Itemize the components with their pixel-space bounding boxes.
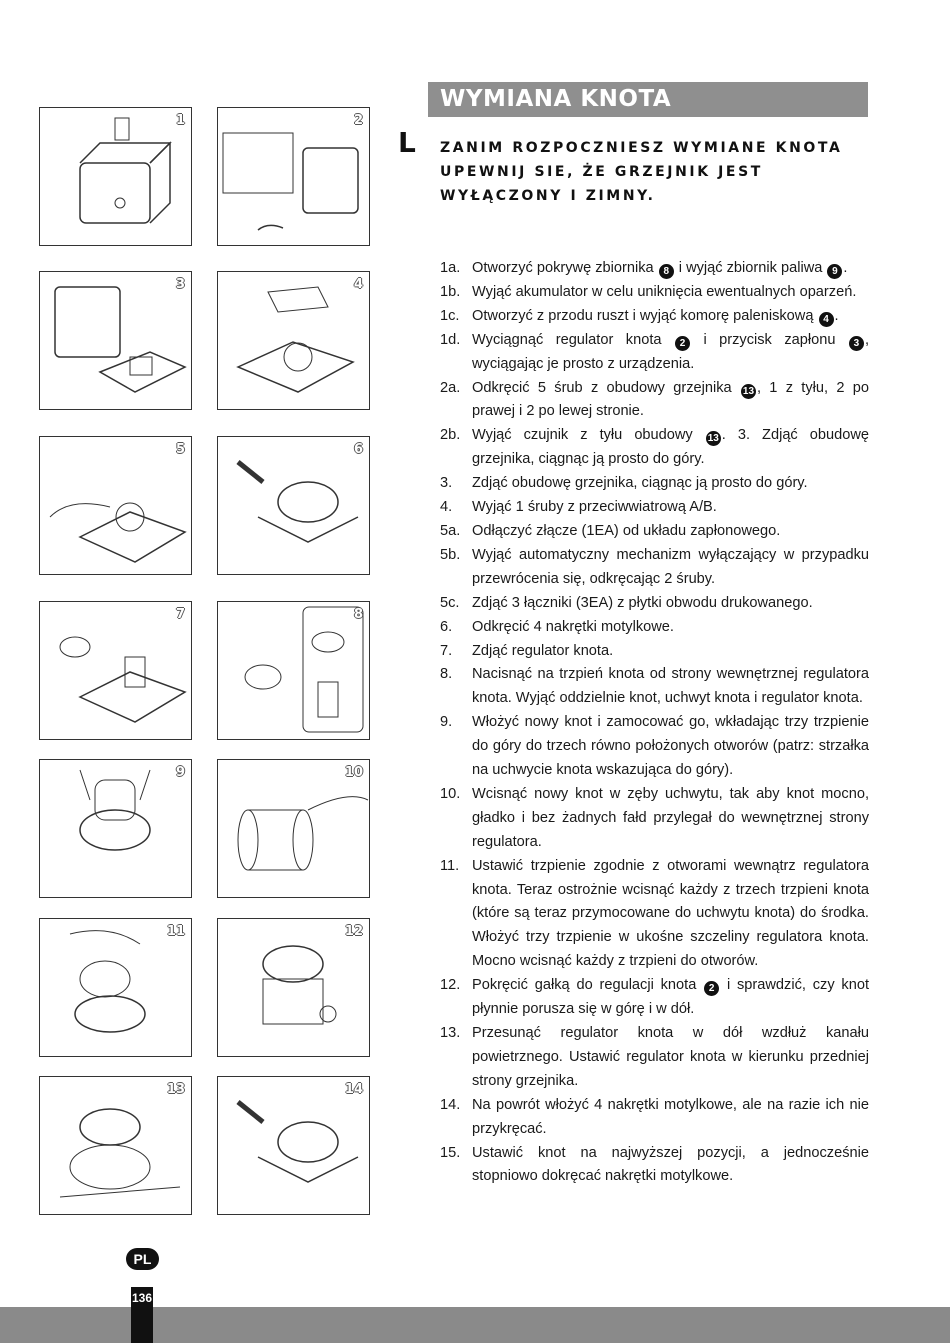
base-cover-illustration xyxy=(218,272,370,410)
step-item xyxy=(440,592,869,616)
regulator-parts-illustration xyxy=(218,602,370,740)
step-text: Otworzyć z przodu ruszt i wyjąć komorę paleniskową 4 . xyxy=(472,307,839,325)
step-number: 3. xyxy=(440,475,453,492)
step-text: Wyjąć akumulator w celu uniknięcia ewentualnych oparzeń. xyxy=(472,283,857,300)
part-reference-badge: 13 xyxy=(707,433,719,445)
hands-wick-illustration xyxy=(40,760,192,898)
step-number: 15. xyxy=(440,1144,461,1161)
step-item xyxy=(440,1094,869,1142)
panel-number: 10 xyxy=(344,765,363,780)
burner-arrow-illustration xyxy=(218,1077,370,1215)
panel-number: 4 xyxy=(353,277,363,292)
heater-illustration xyxy=(40,108,192,246)
step-text: Odłączyć złącze (1EA) od układu zapłonowego. xyxy=(472,522,781,539)
step-item xyxy=(440,616,869,640)
step-number: 1d. xyxy=(440,331,461,348)
step-number: 7. xyxy=(440,642,453,659)
hand-press-illustration xyxy=(40,919,192,1057)
step-item xyxy=(440,377,869,425)
warning-line: UPEWNIJ SIE, ŻE GRZEJNIK JEST xyxy=(440,164,763,180)
step-item xyxy=(440,472,869,496)
step-text: Zdjąć obudowę grzejnika, ciągnąc ją prosto do góry. xyxy=(472,475,808,492)
step-item xyxy=(440,783,869,855)
burner-arrow-illustration xyxy=(218,437,370,575)
step-item xyxy=(440,520,869,544)
panel-number: 3 xyxy=(175,277,185,292)
warning-marker: L xyxy=(398,126,416,159)
illustration-panel xyxy=(217,271,370,410)
step-text: Nacisnąć na trzpień knota od strony wewnętrznej regulatora knota. Wyjąć oddzielnie knot, uchwyt knota i regulator knota. xyxy=(472,666,869,707)
step-item xyxy=(440,281,869,305)
base-cable-illustration xyxy=(40,437,192,575)
part-reference-badge: 4 xyxy=(819,312,834,327)
step-item xyxy=(440,305,869,329)
step-number: 4. xyxy=(440,499,453,516)
step-number: 5c. xyxy=(440,594,460,611)
language-badge: PL xyxy=(126,1248,159,1270)
step-item xyxy=(440,663,869,711)
illustration-panel xyxy=(39,1076,192,1215)
step-text: Ustawić knot na najwyższej pozycji, a jednocześnie stopniowo dokręcać nakrętki motylkowe. xyxy=(472,1144,869,1185)
panel-number: 5 xyxy=(175,442,185,457)
step-number: 13. xyxy=(440,1025,461,1041)
step-item xyxy=(440,544,869,592)
section-title: WYMIANA KNOTA xyxy=(428,82,868,117)
step-text: Ustawić trzpienie zgodnie z otworami wewnątrz regulatora knota. Teraz ostrożnie wcisnąć każdy z trzech trzpieni knota (które są teraz przymocowane do uchwytu knota) do środka. Włożyć trzy trzpienie w ukośne szczeliny regulatora knota. Mocno wcisnąć każdy z trzpieni do otworów. xyxy=(472,857,869,970)
step-number: 5b. xyxy=(440,546,461,563)
step-number: 11. xyxy=(440,857,460,874)
panel-number: 14 xyxy=(344,1082,363,1097)
step-item xyxy=(440,974,869,1022)
step-number: 2a. xyxy=(440,379,461,396)
step-number: 5a. xyxy=(440,522,461,539)
step-item xyxy=(440,1142,869,1190)
part-reference-badge: 8 xyxy=(659,264,674,279)
part-reference-badge: 2 xyxy=(675,336,690,351)
part-reference-badge: 3 xyxy=(849,336,864,351)
warning-line: ZANIM ROZPOCZNIESZ WYMIANE KNOTA xyxy=(440,140,843,156)
step-item xyxy=(440,640,869,664)
assembly-illustration xyxy=(40,1077,192,1215)
illustration-panel xyxy=(39,436,192,575)
step-text: Otworzyć pokrywę zbiornika 8 i wyjąć zbiornik paliwa 9 . xyxy=(472,260,848,277)
illustration-panel xyxy=(217,918,370,1057)
illustration-panel xyxy=(39,107,192,246)
step-number: 6. xyxy=(440,618,453,635)
step-text: Odkręcić 5 śrub z obudowy grzejnika 13 , 1 z tyłu, 2 po prawej i 2 po lewej stronie. xyxy=(472,379,869,420)
step-item xyxy=(440,424,869,472)
step-text: Zdjąć regulator knota. xyxy=(472,642,614,659)
illustration-panel xyxy=(39,918,192,1057)
step-number: 2b. xyxy=(440,427,461,444)
heater-hand-illustration xyxy=(218,108,370,246)
panel-number: 1 xyxy=(175,113,185,128)
part-reference-badge: 13 xyxy=(742,385,755,397)
illustration-panel xyxy=(39,601,192,740)
step-text: Przesunąć regulator knota w dół wzdłuż kanału powietrznego. Ustawić regulator knota w kierunku przedniej strony grzejnika. xyxy=(472,1025,869,1089)
step-text: Wcisnąć nowy knot w zęby uchwytu, tak aby knot mocno, gładko i bez żadnych fałd przylegał do wewnętrznej strony regulatora. xyxy=(472,785,869,850)
instruction-steps xyxy=(440,257,869,1189)
step-item xyxy=(440,257,869,281)
step-number: 9. xyxy=(440,714,453,731)
panel-number: 7 xyxy=(175,607,185,622)
step-number: 12. xyxy=(440,977,461,994)
step-text: Włożyć nowy knot i zamocować go, wkładając trzy trzpienie do góry do trzech równo położonych otworów (patrz: strzałka na uchwycie knota wskazująca do góry). xyxy=(472,714,869,779)
step-number: 1c. xyxy=(440,307,460,324)
illustration-panel xyxy=(217,601,370,740)
illustration-panel xyxy=(217,436,370,575)
panel-number: 13 xyxy=(166,1082,185,1097)
step-text: Wyjąć automatyczny mechanizm wyłączający w przypadku przewrócenia się, odkręcając 2 śruby. xyxy=(472,546,869,587)
step-text: Wyjąć czujnik z tyłu obudowy 13 . 3. Zdjąć obudowę grzejnika, ciągnąc ją prosto do góry. xyxy=(472,427,869,468)
base-parts-illustration xyxy=(40,602,192,740)
panel-number: 11 xyxy=(166,924,185,939)
page-number: 136 xyxy=(131,1291,153,1305)
illustration-panel xyxy=(39,271,192,410)
heater-base-illustration xyxy=(40,272,192,410)
illustration-panel xyxy=(217,1076,370,1215)
regulator-illustration xyxy=(218,919,370,1057)
step-item xyxy=(440,496,869,520)
warning-line: WYŁĄCZONY I ZIMNY. xyxy=(440,188,656,204)
step-item xyxy=(440,1022,869,1094)
step-text: Wyciągnąć regulator knota 2 i przycisk zapłonu 3 , wyciągając je prosto z urządzenia. xyxy=(472,331,869,372)
step-text: Odkręcić 4 nakrętki motylkowe. xyxy=(472,618,674,635)
step-item xyxy=(440,855,869,975)
step-number: 10. xyxy=(440,785,461,802)
wick-roll-illustration xyxy=(218,760,370,898)
step-number: 1b. xyxy=(440,283,461,300)
panel-number: 9 xyxy=(175,765,185,780)
panel-number: 8 xyxy=(353,607,363,622)
panel-number: 12 xyxy=(344,924,363,939)
step-text: Zdjąć 3 łączniki (3EA) z płytki obwodu drukowanego. xyxy=(472,594,813,611)
part-reference-badge: 9 xyxy=(827,264,842,279)
step-text: Pokręcić gałką do regulacji knota 2 i sprawdzić, czy knot płynnie porusza się w górę i w dół. xyxy=(472,977,869,1018)
illustration-panel xyxy=(217,107,370,246)
step-number: 1a. xyxy=(440,260,461,276)
warning-block xyxy=(440,136,860,208)
step-number: 8. xyxy=(440,666,453,683)
step-item xyxy=(440,711,869,783)
step-text: Na powrót włożyć 4 nakrętki motylkowe, ale na razie ich nie przykręcać. xyxy=(472,1096,869,1137)
panel-number: 2 xyxy=(353,113,363,128)
part-reference-badge: 2 xyxy=(704,981,719,996)
step-item xyxy=(440,329,869,377)
panel-number: 6 xyxy=(353,442,363,457)
step-number: 14. xyxy=(440,1096,461,1113)
illustration-panel xyxy=(217,759,370,898)
illustration-panel xyxy=(39,759,192,898)
step-text: Wyjąć 1 śruby z przeciwwiatrową A/B. xyxy=(472,499,717,516)
